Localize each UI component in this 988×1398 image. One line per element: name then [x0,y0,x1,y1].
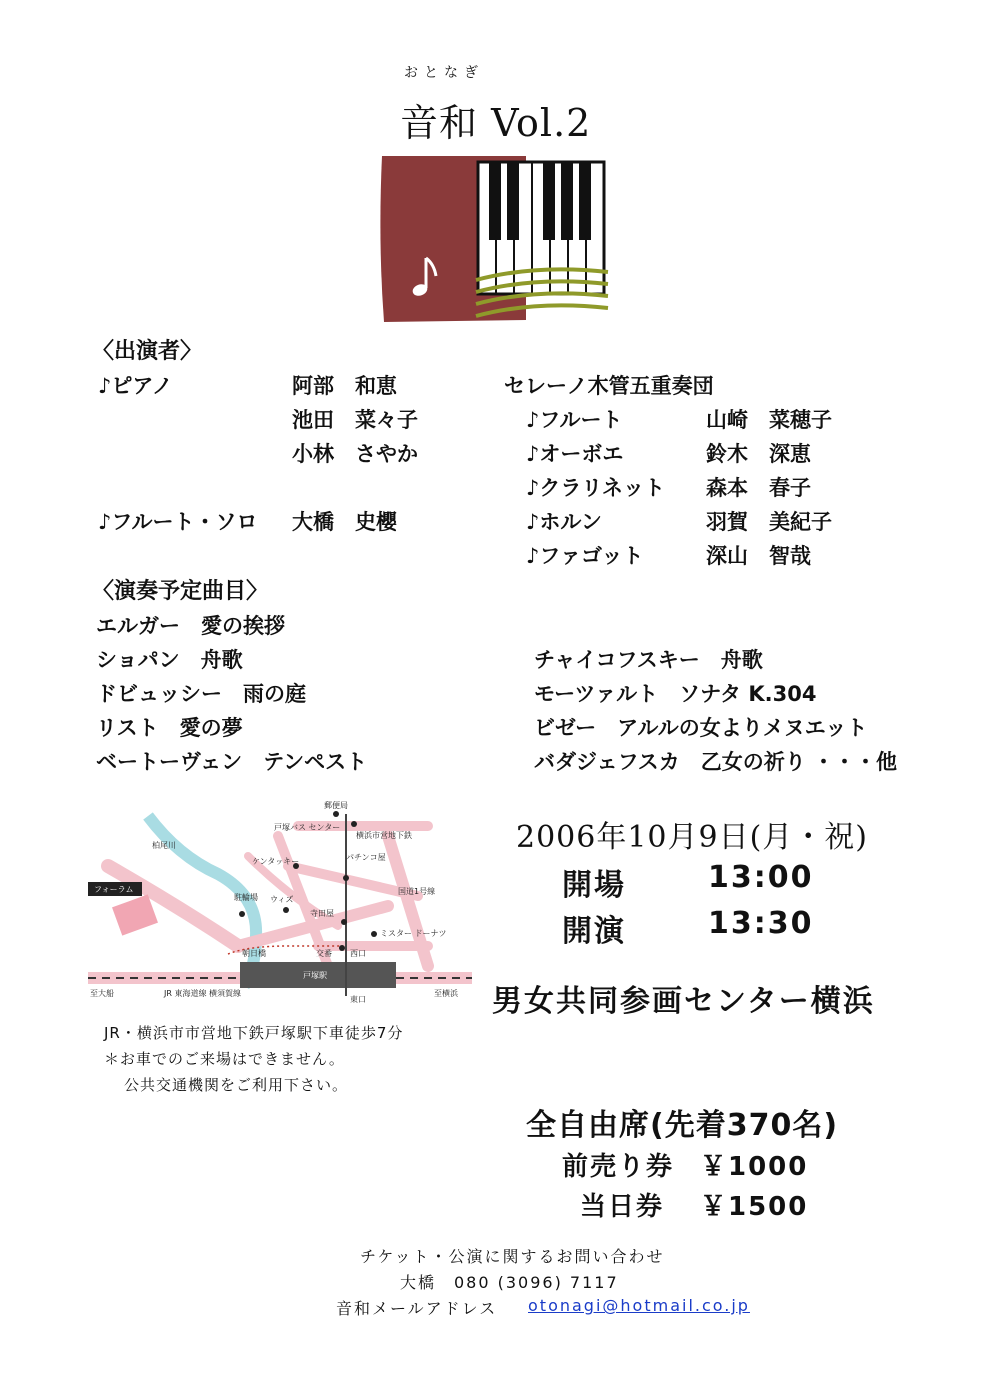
station-label: 戸塚駅 [303,971,327,980]
venue-name: 男女共同参画センター横浜 [492,984,875,1019]
program-heading: 〈演奏予定曲目〉 [92,579,269,604]
program-item: ビゼー アルルの女よりメヌエット [534,716,868,740]
map-label: 至大船 [90,989,114,998]
open-time: 13:00 [708,860,814,895]
map-label: 国道1号線 [398,887,436,896]
program-item: ベートーヴェン テンペスト [96,750,368,774]
piano-label: ♪ピアノ [98,374,173,398]
member-instrument: ♪オーボエ [526,442,624,466]
map-label: 寺田屋 [310,909,334,918]
piano-name-2: 池田 菜々子 [292,408,418,432]
map-label: 東口 [350,995,366,1004]
seating-info: 全自由席(先着370名) [526,1108,839,1143]
access-line-3: 公共交通機関をご利用下さい。 [124,1076,349,1094]
piano-name-1: 阿部 和恵 [292,374,397,398]
member-instrument: ♪フルート [526,408,623,432]
member-instrument: ♪ホルン [526,510,602,534]
member-name: 深山 智哉 [706,544,811,568]
piano-logo [376,152,612,324]
ensemble-name: セレーノ木管五重奏団 [504,374,714,398]
map-label: 朝日橋 [242,949,266,958]
map-label: 横浜市営地下鉄 [356,831,412,840]
map-label: ウィズ [270,895,294,904]
program-item: チャイコフスキー 舟歌 [534,648,763,672]
member-name: 羽賀 美紀子 [706,510,832,534]
piano-name-3: 小林 さやか [292,442,418,466]
program-item: ショパン 舟歌 [96,648,243,672]
member-instrument: ♪クラリネット [526,476,665,500]
email-label: 音和メールアドレス [336,1299,498,1318]
program-item: モーツァルト ソナタ K.304 [534,682,817,706]
map-label: 西口 [350,949,366,958]
performers-heading: 〈出演者〉 [92,339,203,364]
contact-phone: 大橋 080 (3096) 7117 [400,1273,619,1292]
title-furigana: おとなぎ [404,65,484,81]
flute-solo-name: 大橋 史櫻 [292,510,397,534]
map-label: JR 東海道線 横須賀線 [164,989,242,998]
email-link[interactable]: otonagi@hotmail.co.jp [528,1296,750,1315]
member-name: 森本 春子 [706,476,811,500]
map-label: 駐輪場 [234,893,258,902]
program-item: エルガー 愛の挨拶 [96,614,285,638]
advance-label: 前売り券 [562,1152,675,1182]
access-line-2: ＊お車でのご来場はできません。 [104,1050,345,1068]
map-label: 柏尾川 [152,841,176,850]
map-label: ミスター ドーナツ [380,929,447,938]
advance-price: ￥1000 [700,1152,809,1182]
start-label: 開演 [562,914,626,949]
map-label: ケンタッキー [252,857,300,866]
contact-heading: チケット・公演に関するお問い合わせ [360,1247,665,1266]
flute-solo-label: ♪フルート・ソロ [98,510,258,534]
member-instrument: ♪ファゴット [526,544,644,568]
access-line-1: JR・横浜市市営地下鉄戸塚駅下車徒歩7分 [104,1024,404,1042]
door-price: ￥1500 [700,1192,809,1222]
program-item: ドビュッシー 雨の庭 [96,682,306,706]
map-label: 戸塚バス センター [274,823,341,832]
open-label: 開場 [562,868,626,903]
event-date: 2006年10月9日(月・祝) [516,820,869,855]
page-title: 音和 Vol.2 [400,101,592,145]
access-map [88,796,472,1012]
start-time: 13:30 [708,906,814,941]
program-item: リスト 愛の夢 [96,716,243,740]
map-label: 郵便局 [324,801,348,810]
door-label: 当日券 [580,1192,665,1222]
forum-label: フォーラム [94,885,134,894]
map-label: 交番 [316,949,332,958]
member-name: 山崎 菜穂子 [706,408,832,432]
map-label: 至横浜 [434,989,458,998]
map-label: パチンコ屋 [346,853,386,862]
member-name: 鈴木 深恵 [706,442,811,466]
program-item: バダジェフスカ 乙女の祈り ・・・他 [534,750,898,774]
